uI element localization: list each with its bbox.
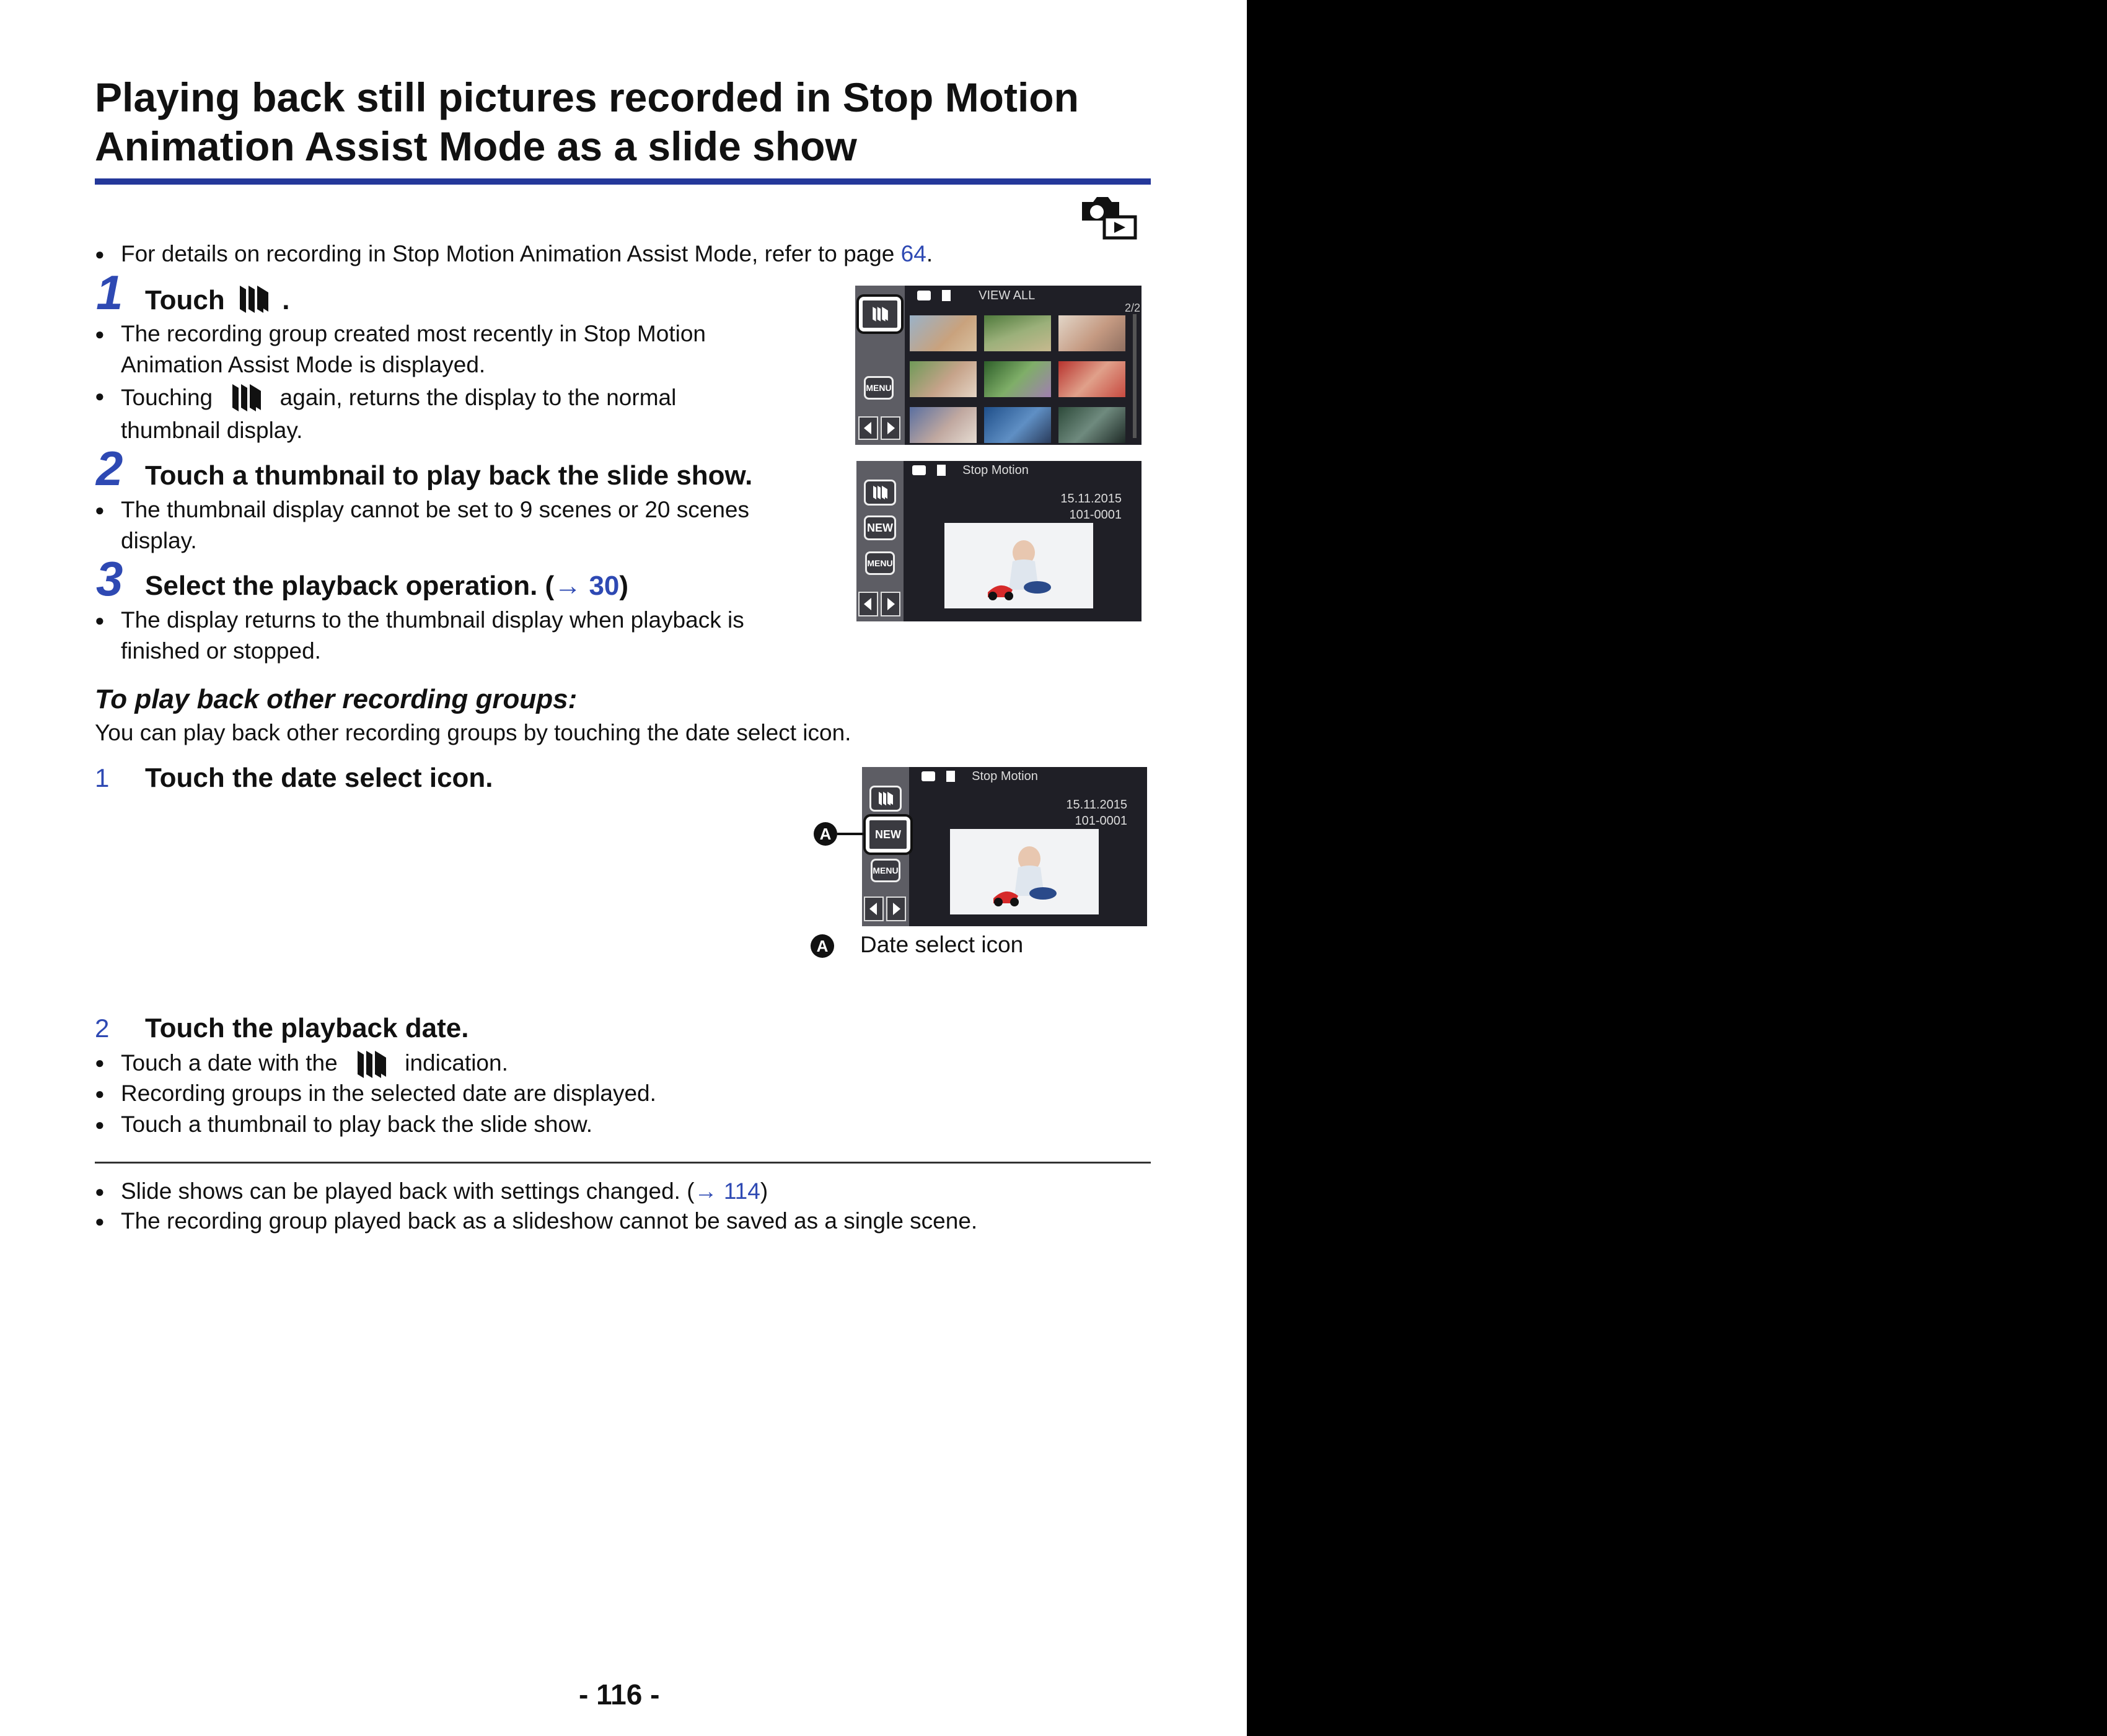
screen-date-select <box>862 767 1147 926</box>
date-select-button[interactable]: NEW <box>866 817 910 853</box>
recording-group-button[interactable] <box>859 297 901 331</box>
screen-header: Stop Motion <box>972 769 1038 783</box>
step-1-bullet-1: ● The recording group created most recently in Stop Motion Animation Assist Mode is displayed. <box>121 318 706 380</box>
title-rule <box>95 178 1151 185</box>
page-link[interactable]: 30 <box>589 571 620 601</box>
date-readout: 15.11.2015 <box>1066 798 1127 812</box>
menu-button[interactable]: MENU <box>871 859 900 882</box>
card-icon <box>937 465 946 476</box>
camera-icon <box>922 771 935 781</box>
thumbnail[interactable] <box>910 407 977 443</box>
scrollbar[interactable] <box>1133 314 1137 438</box>
recording-group-icon <box>869 305 891 323</box>
scene-thumbnail[interactable] <box>950 829 1099 914</box>
page-link[interactable]: 114 <box>723 1178 760 1204</box>
step-2-number: 2 <box>96 441 123 496</box>
scene-thumbnail[interactable] <box>944 523 1093 608</box>
substep-1-number: 1 <box>95 763 110 792</box>
callout-badge: A <box>814 822 837 846</box>
recording-group-button[interactable] <box>864 480 896 506</box>
camera-playback-mode-icon <box>1077 193 1139 240</box>
baby-photo <box>950 829 1099 914</box>
file-number: 101-0001 <box>1075 814 1127 828</box>
recording-group-icon <box>229 380 263 415</box>
substep-2-bullet-3: ● Touch a thumbnail to play back the slide show. <box>121 1109 592 1140</box>
recording-group-icon <box>871 484 889 501</box>
date-readout: 15.11.2015 <box>1060 492 1122 506</box>
page-nav-arrows[interactable] <box>858 416 902 441</box>
menu-button[interactable]: MENU <box>864 376 894 400</box>
step-3-bullet-1: ● The display returns to the thumbnail display when playback is finished or stopped. <box>121 605 744 667</box>
page-title: Playing back still pictures recorded in Stop Motion Animation Assist Mode as a slide show <box>95 74 1079 169</box>
step-1-number: 1 <box>96 265 123 320</box>
recording-group-icon <box>354 1047 389 1082</box>
thumbnail[interactable] <box>910 315 977 351</box>
thumbnail[interactable] <box>984 361 1051 397</box>
card-icon <box>942 290 951 301</box>
camera-icon <box>912 465 926 475</box>
screen-thumbnail-view <box>855 286 1141 445</box>
note-1: ● Slide shows can be played back with settings changed. (→ 114) <box>121 1176 768 1207</box>
subsection-heading: To play back other recording groups: <box>95 684 578 714</box>
date-select-button[interactable]: NEW <box>864 515 896 540</box>
step-1-bullet-2: ● Touching again, returns the display to the normal thumbnail display. <box>121 380 676 446</box>
divider <box>95 1162 1151 1164</box>
thumbnail[interactable] <box>1058 315 1125 351</box>
screen-stop-motion <box>856 461 1141 621</box>
intro-bullet: ● For details on recording in Stop Motion Animation Assist Mode, refer to page 64. <box>121 239 933 270</box>
thumbnail[interactable] <box>984 315 1051 351</box>
thumbnail[interactable] <box>1058 361 1125 397</box>
substep-2-number: 2 <box>95 1014 110 1043</box>
thumbnail[interactable] <box>984 407 1051 443</box>
card-icon <box>946 771 955 782</box>
file-number: 101-0001 <box>1069 508 1122 522</box>
substep-2-bullet-2: ● Recording groups in the selected date are displayed. <box>121 1078 656 1109</box>
arrow-icon: → <box>694 1178 724 1204</box>
page-number: - 116 - <box>579 1678 660 1711</box>
screen-header: Stop Motion <box>962 463 1029 477</box>
step-2-heading: Touch a thumbnail to play back the slide show. <box>145 460 753 491</box>
arrow-icon: → <box>554 571 589 601</box>
legend-badge: A <box>811 934 834 958</box>
step-2-bullet-1: ● The thumbnail display cannot be set to 9 scenes or 20 scenes display. <box>121 494 749 556</box>
page-nav-arrows[interactable] <box>858 591 902 617</box>
note-2: ● The recording group played back as a slideshow cannot be saved as a single scene. <box>121 1206 977 1237</box>
camera-icon <box>917 291 931 300</box>
thumbnail[interactable] <box>910 361 977 397</box>
subsection-text: You can play back other recording groups by touching the date select icon. <box>95 720 851 745</box>
recording-group-icon <box>236 282 271 317</box>
callout-line <box>837 833 864 835</box>
page-link[interactable]: 64 <box>900 241 926 266</box>
menu-button[interactable]: MENU <box>865 551 895 575</box>
substep-2-bullet-1: ● Touch a date with the indication. <box>121 1047 508 1082</box>
substep-2-heading: Touch the playback date. <box>145 1013 469 1043</box>
screen-header: VIEW ALL <box>979 289 1036 302</box>
thumbnail[interactable] <box>1058 407 1125 443</box>
step-3-number: 3 <box>96 551 123 606</box>
recording-group-button[interactable] <box>869 786 902 812</box>
legend-label: Date select icon <box>860 932 1024 957</box>
step-1-heading: Touch . <box>145 282 289 318</box>
step-3-heading: Select the playback operation. (→ 30) <box>145 571 629 601</box>
page-nav-arrows[interactable] <box>863 896 908 922</box>
recording-group-icon <box>876 790 895 807</box>
substep-1-heading: Touch the date select icon. <box>145 763 493 793</box>
page-indicator: 2/2 <box>1124 302 1140 314</box>
baby-photo <box>944 523 1093 608</box>
